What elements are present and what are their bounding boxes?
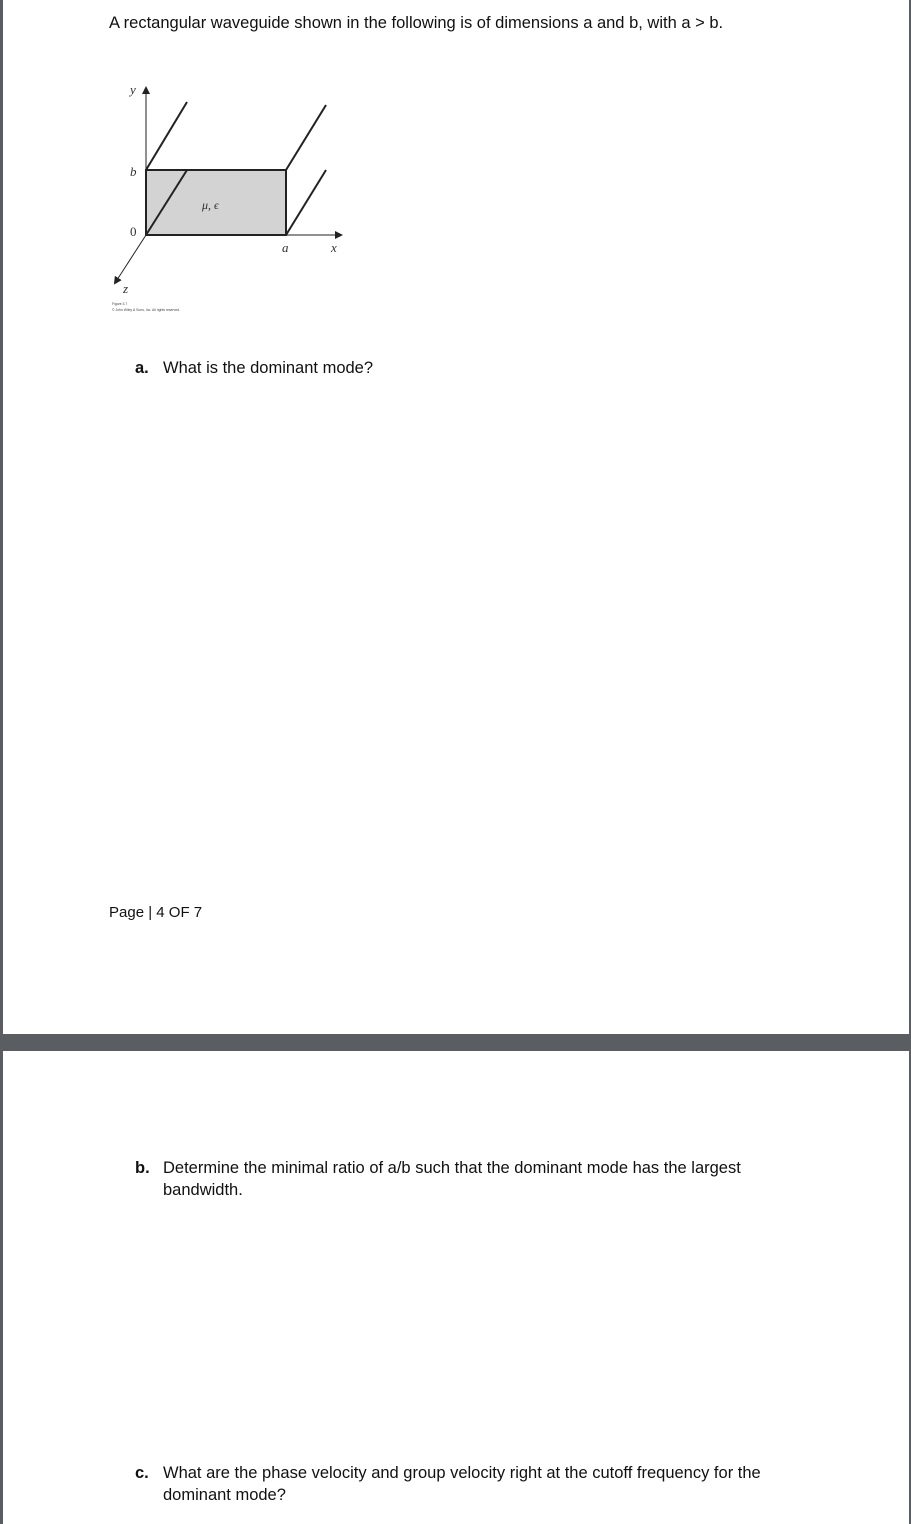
question-text: What are the phase velocity and group velocity right at the cutoff frequency for the dominant mode? [163,1464,761,1504]
question-label: a. [135,359,149,377]
question-a [135,357,803,379]
page-footer: Page | 4 OF 7 [109,904,203,921]
label-zero: 0 [130,224,137,239]
label-z: z [123,281,129,296]
label-medium: μ, ϵ [202,198,219,212]
document-page-4 [3,0,909,1034]
waveguide-edge [286,105,326,170]
waveguide-edge [146,102,187,170]
label-y: y [130,82,136,97]
question-text: Determine the minimal ratio of a/b such that the dominant mode has the largest bandwidth. [163,1159,741,1199]
waveguide-edge [286,170,326,235]
question-label: b. [135,1159,150,1177]
question-b [135,1157,803,1201]
label-x: x [331,240,337,255]
z-axis [115,235,146,283]
waveguide-figure [103,78,363,318]
figure-caption: Figure 3.7 [112,302,128,306]
figure-copyright: © John Wiley & Sons, Inc. All rights reserved. [112,308,181,312]
question-c [135,1462,803,1506]
label-b: b [130,164,137,179]
problem-intro: A rectangular waveguide shown in the following is of dimensions a and b, with a > b. [109,14,724,32]
document-page-5 [3,1051,909,1524]
question-text: What is the dominant mode? [163,359,374,377]
question-label: c. [135,1464,149,1482]
label-a: a [282,240,289,255]
